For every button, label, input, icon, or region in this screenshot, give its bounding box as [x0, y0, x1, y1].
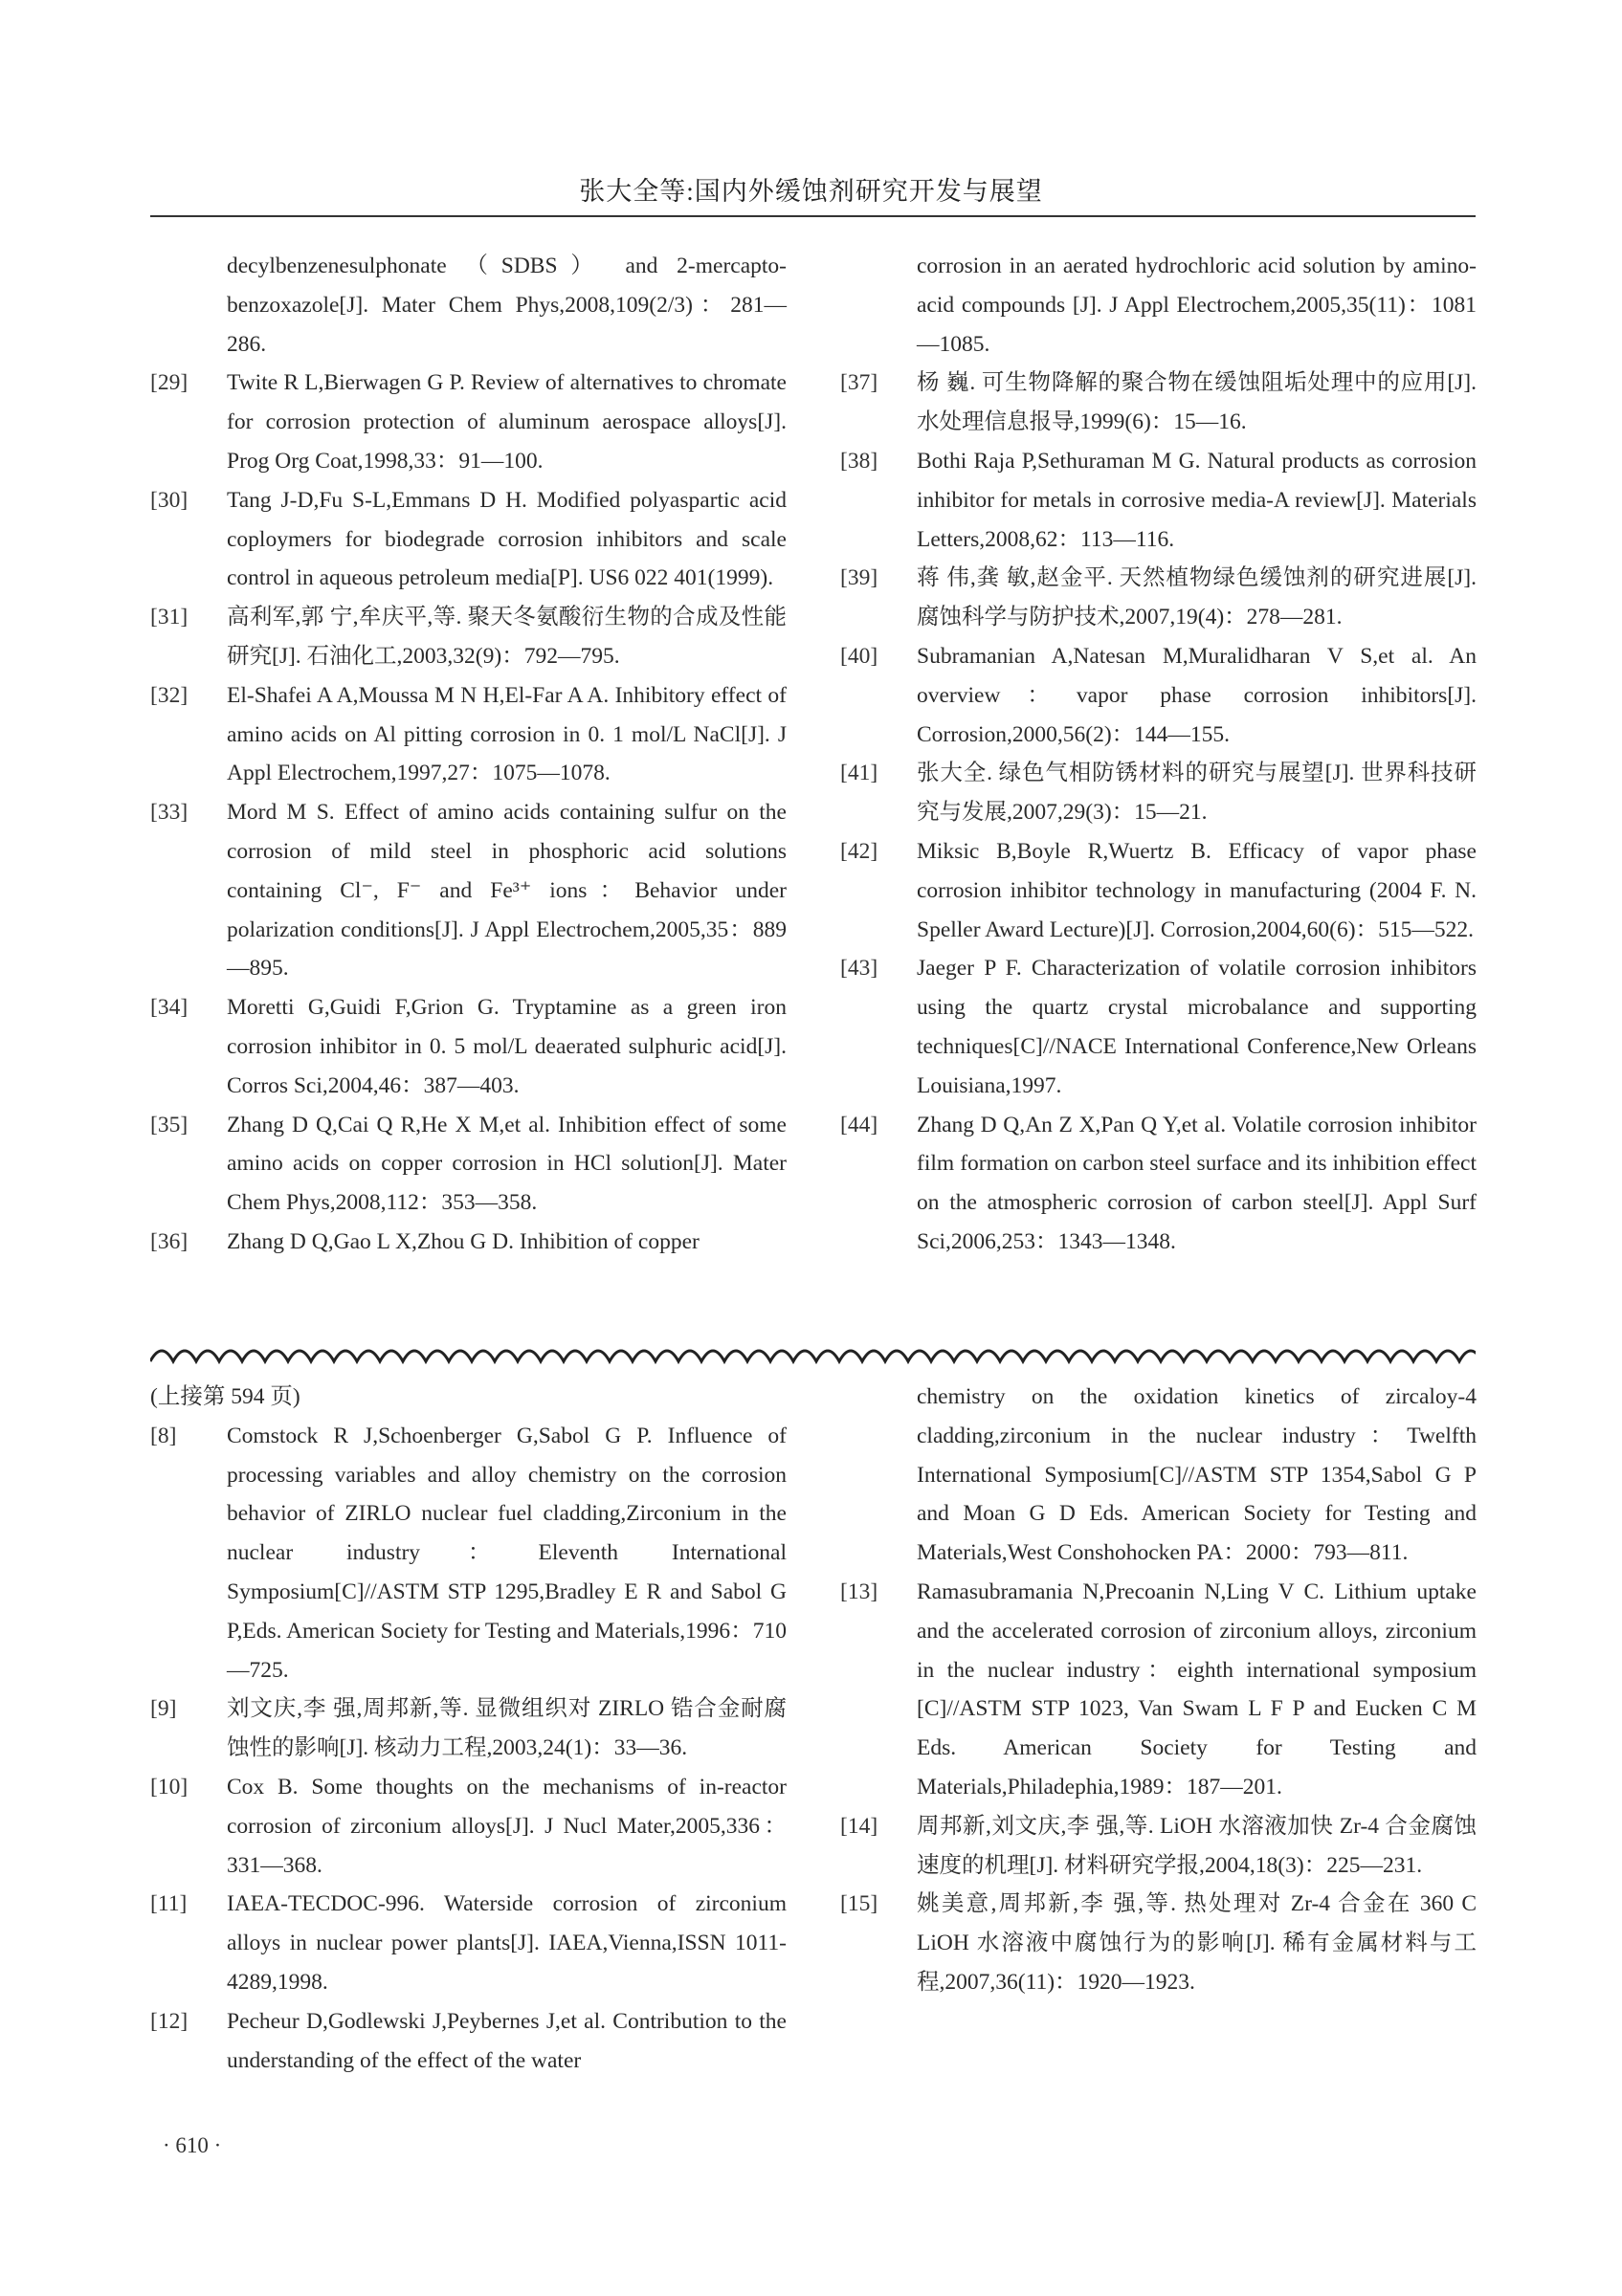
reference-text: 刘文庆,李 强,周邦新,等. 显微组织对 ZIRLO 锆合金耐腐蚀性的影响[J]. 核动力工程,2003,24(1)：33—36.: [227, 1696, 787, 1761]
reference-text: Zhang D Q,Cai Q R,He X M,et al. Inhibition effect of some amino acids on copper corrosion in HCl solution[J]. Mater Chem Phys,2008,112：353—358.: [227, 1112, 787, 1216]
reference-number: [41]: [840, 761, 878, 786]
reference-number: [36]: [150, 1228, 189, 1254]
reference-text: IAEA-TECDOC-996. Waterside corrosion of zirconium alloys in nuclear power plants[J]. IAEA,Vienna,ISSN 1011-4289,1998.: [227, 1891, 787, 1995]
reference-text: Moretti G,Guidi F,Grion G. Tryptamine as a green iron corrosion inhibitor in 0. 5 mol/L deaerated sulphuric acid[J]. Corros Sci,2004,46：387—403.: [227, 995, 787, 1098]
reference-item: [150, 793, 787, 988]
reference-text: Miksic B,Boyle R,Wuertz B. Efficacy of vapor phase corrosion inhibitor technology in manufacturing (2004 F. N. Speller Award Lecture)[J]. Corrosion,2004,60(6)：515—522.: [917, 838, 1477, 942]
page-number: · 610 ·: [163, 2133, 222, 2157]
reference-text: Zhang D Q,An Z X,Pan Q Y,et al. Volatile corrosion inhibitor film formation on carbon steel surface and its inhibition effect on the atmospheric corrosion of carbon steel[J]. Appl Surf Sci,2006,253：1343—1348.: [917, 1112, 1477, 1254]
reference-text: Twite R L,Bierwagen G P. Review of alternatives to chromate for corrosion protection of aluminum aerospace alloys[J]. Prog Org Coat,1998,33：91—100.: [227, 370, 787, 474]
reference-number: [34]: [150, 995, 189, 1021]
reference-number: [43]: [840, 956, 878, 982]
reference-text: Comstock R J,Schoenberger G,Sabol G P. Influence of processing variables and alloy chemistry on the corrosion behavior of ZIRLO nuclear fuel cladding,Zirconium in the nuclear industry：Eleventh International Symposium[C]//ASTM STP 1295,Bradley E R and Sabol G P,Eds. American Society for Testing and Materials,1996：710—725.: [227, 1423, 787, 1683]
reference-number: [42]: [840, 838, 878, 864]
reference-item: [840, 559, 1477, 637]
reference-item: [150, 1768, 787, 1885]
reference-item: [150, 1417, 787, 1690]
reference-text: 高利军,郭 宁,牟庆平,等. 聚天冬氨酸衍生物的合成及性能研究[J]. 石油化工,2003,32(9)：792—795.: [227, 605, 787, 669]
reference-item: [150, 988, 787, 1105]
reference-list: [840, 1573, 1477, 2002]
top-left-column: [150, 247, 787, 1262]
reference-text: Mord M S. Effect of amino acids containing sulfur on the corrosion of mild steel in phosphoric acid solutions containing Cl⁻, F⁻ and Fe³⁺ ions：Behavior under polarization conditions[J]. J Appl Electrochem,2005,35：889—895.: [227, 800, 787, 982]
continuation-note: (上接第 594 页): [150, 1384, 300, 1409]
top-right-column: [840, 247, 1477, 1262]
reference-number: [15]: [840, 1891, 878, 1917]
reference-text: Ramasubramania N,Precoanin N,Ling V C. Lithium uptake and the accelerated corrosion of zirconium alloys, zirconium in the nuclear industry：eighth international symposium [C]//ASTM STP 1023, Van Swam L F P and Eucken C M Eds. American Society for Testing and Materials,Philadephia,1989：187—201.: [917, 1578, 1477, 1799]
reference-item: [840, 442, 1477, 559]
reference-text: 周邦新,刘文庆,李 强,等. LiOH 水溶液加快 Zr-4 合金腐蚀速度的机理[J]. 材料研究学报,2004,18(3)：225—231.: [917, 1813, 1477, 1878]
header-rule: [150, 215, 1476, 217]
reference-item: [150, 1106, 787, 1223]
reference-list: [150, 364, 787, 1261]
reference-item: [150, 364, 787, 480]
reference-number: [8]: [150, 1423, 177, 1448]
reference-text: Jaeger P F. Characterization of volatile corrosion inhibitors using the quartz crystal microbalance and supporting techniques[C]//NACE International Conference,New Orleans Louisiana,1997.: [917, 956, 1477, 1098]
reference-text: Cox B. Some thoughts on the mechanisms of in-reactor corrosion of zirconium alloys[J]. J Nucl Mater,2005,336：331—368.: [227, 1774, 787, 1878]
reference-item: [840, 637, 1477, 754]
reference-number: [31]: [150, 605, 189, 630]
reference-text: 张大全. 绿色气相防锈材料的研究与展望[J]. 世界科技研究与发展,2007,29(3)：15—21.: [917, 761, 1477, 826]
ref-continuation: chemistry on the oxidation kinetics of zircaloy-4 cladding,zirconium in the nuclear industry：Twelfth International Symposium[C]//ASTM STP 1354,Sabol G P and Moan G D Eds. American Society for Testing and Materials,West Conshohocken PA：2000：793—811.: [917, 1384, 1477, 1566]
reference-text: Subramanian A,Natesan M,Muralidharan V S,et al. An overview：vapor phase corrosion inhibitors[J]. Corrosion,2000,56(2)：144—155.: [917, 643, 1477, 747]
reference-number: [32]: [150, 682, 189, 708]
reference-number: [29]: [150, 370, 189, 396]
reference-number: [30]: [150, 487, 189, 513]
ref-continuation: decylbenzenesulphonate （SDBS） and 2-mercapto-benzoxazole[J]. Mater Chem Phys,2008,109(2/3)：281—286.: [227, 254, 787, 357]
reference-item: [150, 1885, 787, 2001]
reference-number: [33]: [150, 800, 189, 826]
reference-number: [39]: [840, 565, 878, 591]
reference-item: [150, 598, 787, 676]
reference-item: [840, 1885, 1477, 2001]
reference-item: [840, 949, 1477, 1105]
reference-item: [840, 364, 1477, 442]
reference-number: [14]: [840, 1813, 878, 1839]
reference-text: Bothi Raja P,Sethuraman M G. Natural products as corrosion inhibitor for metals in corrosive media-A review[J]. Materials Letters,2008,62：113—116.: [917, 448, 1477, 552]
bottom-left-column: [150, 1378, 787, 2080]
reference-number: [35]: [150, 1112, 189, 1137]
reference-number: [13]: [840, 1578, 878, 1604]
reference-number: [44]: [840, 1112, 878, 1137]
reference-number: [9]: [150, 1696, 177, 1722]
reference-item: [150, 1689, 787, 1768]
reference-item: [150, 676, 787, 793]
ref-continuation: corrosion in an aerated hydrochloric acid solution by amino-acid compounds [J]. J Appl Electrochem,2005,35(11)：1081—1085.: [917, 254, 1477, 357]
reference-text: El-Shafei A A,Moussa M N H,El-Far A A. Inhibitory effect of amino acids on Al pitting corrosion in 0. 1 mol/L NaCl[J]. J Appl Electrochem,1997,27：1075—1078.: [227, 682, 787, 786]
reference-item: [150, 481, 787, 598]
reference-number: [37]: [840, 370, 878, 396]
reference-number: [11]: [150, 1891, 188, 1917]
reference-text: Tang J-D,Fu S-L,Emmans D H. Modified polyaspartic acid coploymers for biodegrade corrosion inhibitors and scale control in aqueous petroleum media[P]. US6 022 401(1999).: [227, 487, 787, 591]
reference-item: [840, 1106, 1477, 1262]
reference-item: [840, 832, 1477, 949]
reference-text: Zhang D Q,Gao L X,Zhou G D. Inhibition of copper: [227, 1228, 700, 1254]
reference-text: 姚美意,周邦新,李 强,等. 热处理对 Zr-4 合金在 360 C LiOH 水溶液中腐蚀行为的影响[J]. 稀有金属材料与工程,2007,36(11)：1920—1923.: [917, 1891, 1477, 1995]
reference-number: [38]: [840, 448, 878, 474]
reference-number: [12]: [150, 2008, 189, 2034]
reference-text: Pecheur D,Godlewski J,Peybernes J,et al. Contribution to the understanding of the effect of the water: [227, 2008, 787, 2073]
reference-item: [150, 2002, 787, 2081]
bottom-right-column: [840, 1378, 1477, 2002]
reference-number: [40]: [840, 643, 878, 669]
reference-list: [150, 1417, 787, 2081]
wavy-separator: [150, 1344, 1476, 1365]
reference-item: [840, 1807, 1477, 1886]
reference-text: 杨 巍. 可生物降解的聚合物在缓蚀阻垢处理中的应用[J]. 水处理信息报导,1999(6)：15—16.: [917, 370, 1477, 435]
reference-item: [840, 1573, 1477, 1807]
reference-item: [150, 1223, 787, 1262]
reference-text: 蒋 伟,龚 敏,赵金平. 天然植物绿色缓蚀剂的研究进展[J]. 腐蚀科学与防护技术,2007,19(4)：278—281.: [917, 565, 1477, 630]
running-header: 张大全等:国内外缓蚀剂研究开发与展望: [579, 177, 1043, 206]
reference-item: [840, 754, 1477, 832]
reference-number: [10]: [150, 1774, 189, 1799]
reference-list: [840, 364, 1477, 1261]
